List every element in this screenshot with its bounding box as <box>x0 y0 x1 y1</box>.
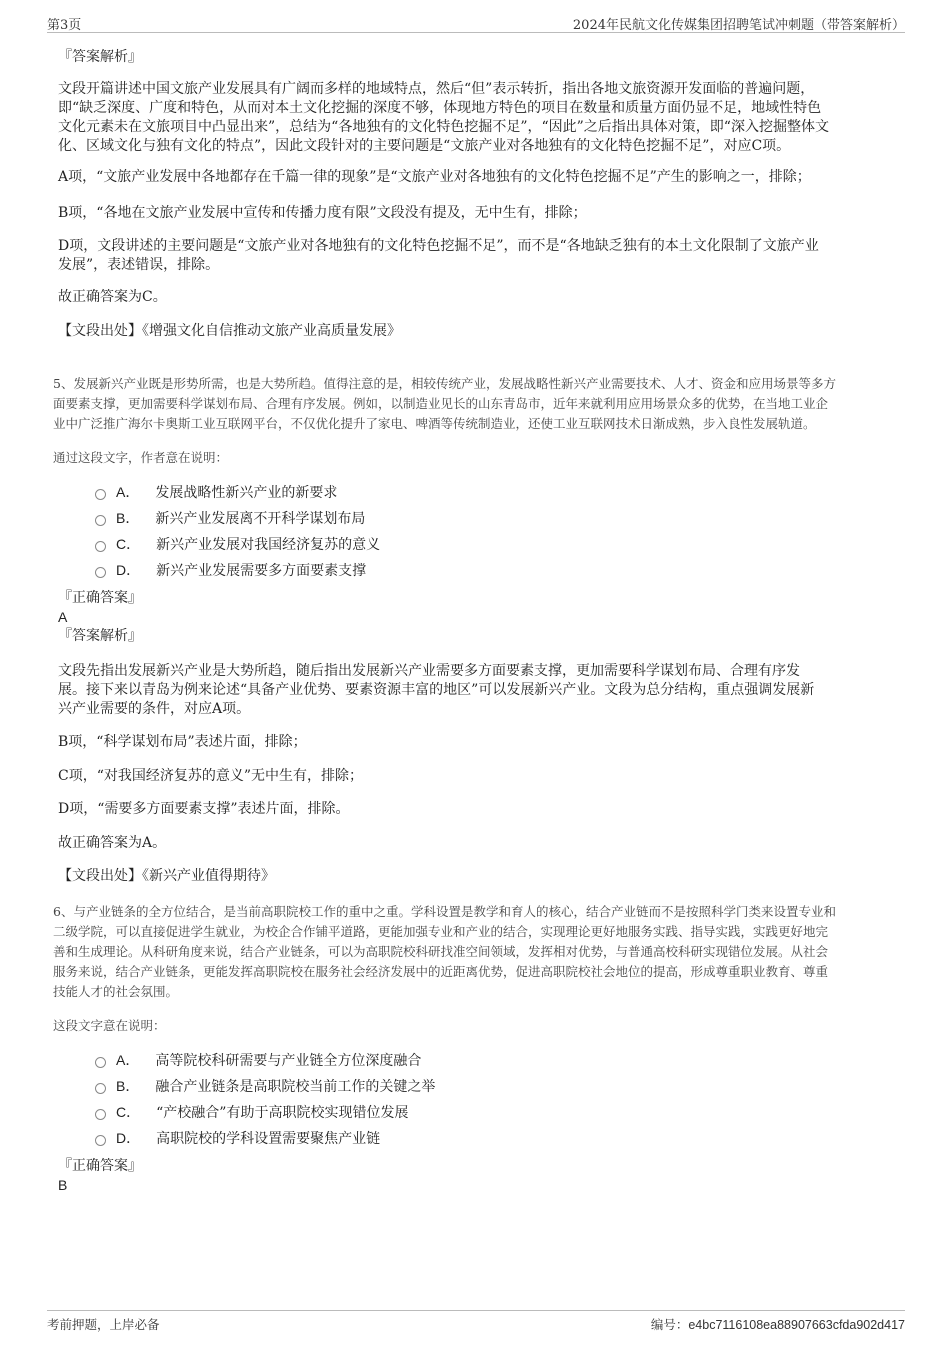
question-prompt: 这段文字意在说明： <box>53 1018 166 1033</box>
option-letter: B． <box>116 1078 140 1094</box>
conclusion-line: 故正确答案为C。 <box>58 289 167 305</box>
explanation-line: B项，“科学谋划布局”表述片面，排除； <box>58 734 307 750</box>
q4-option-a-explanation <box>58 168 893 187</box>
radio-icon[interactable] <box>95 567 106 578</box>
q5-source <box>58 867 893 886</box>
option-text: 高职院校的学科设置需要聚焦产业链 <box>156 1131 381 1147</box>
analysis-label: 『答案解析』 <box>58 628 142 644</box>
q5-answer-block <box>58 589 893 646</box>
explanation-line: A项，“文旅产业发展中各地都存在千篇一律的现象”是“文旅产业对各地独有的文化特色挖掘不足”产生的影响之一，排除； <box>58 169 811 185</box>
source-line: 【文段出处】《新兴产业值得期待》 <box>58 868 275 884</box>
stem-line: 6、与产业链条的全方位结合，是当前高职院校工作的重中之重。学科设置是教学和育人的核心，结合产业链而不是按照科学门类来设置专业和 <box>53 904 836 919</box>
stem-line: 二级学院，可以直接促进学生就业，为校企合作铺平道路，更能加强专业和产业的结合，实现理论更好地服务实践、指导实践，实践更好地完 <box>53 924 829 939</box>
stem-line: 5、发展新兴产业既是形势所需，也是大势所趋。值得注意的是，相较传统产业，发展战略性新兴产业需要技术、人才、资金和应用场景等多方 <box>53 376 836 391</box>
option-text: 高等院校科研需要与产业链全方位深度融合 <box>155 1053 422 1069</box>
radio-icon[interactable] <box>95 541 106 552</box>
answer-label: 『正确答案』 <box>58 590 142 606</box>
option-text: 发展战略性新兴产业的新要求 <box>155 485 338 501</box>
radio-icon[interactable] <box>95 489 106 500</box>
option-letter: D． <box>116 562 141 578</box>
q4-conclusion <box>58 288 893 307</box>
radio-icon[interactable] <box>95 515 106 526</box>
answer-value: B <box>58 1177 68 1193</box>
radio-icon[interactable] <box>95 1057 106 1068</box>
answer-value: A <box>58 609 68 625</box>
q5-option-d-explanation <box>58 800 893 819</box>
q5-option-b[interactable] <box>95 508 365 528</box>
q6-option-d[interactable] <box>95 1128 380 1148</box>
stem-line: 服务来说，结合产业链条，更能发挥高职院校在服务社会经济发展中的近距离优势，促进高职院校社会地位的提高，形成尊重职业教育、尊重 <box>53 964 829 979</box>
explanation-line: C项，“对我国经济复苏的意义”无中生有，排除； <box>58 768 364 784</box>
q4-option-d-explanation <box>58 237 893 275</box>
q5-option-d[interactable] <box>95 560 366 580</box>
q4-analysis <box>58 80 893 156</box>
page-header <box>47 12 905 33</box>
q5-option-a[interactable] <box>95 482 337 502</box>
page-number: 第3页 <box>47 18 82 33</box>
stem-line: 面要素支撑，更加需要科学谋划布局、合理有序发展。例如，以制造业见长的山东青岛市，近年来就利用应用场景众多的优势，在当地工业企 <box>53 396 829 411</box>
document-code: 编号：e4bc7116108ea88907663cfda902d417 <box>650 1318 905 1332</box>
explanation-line: 发展”，表述错误，排除。 <box>58 257 220 273</box>
q6-option-c[interactable] <box>95 1102 408 1122</box>
q6-stem <box>53 902 898 1002</box>
q5-option-c-explanation <box>58 767 893 786</box>
explanation-line: B项，“各地在文旅产业发展中宣传和传播力度有限”文段没有提及，无中生有，排除； <box>58 205 587 221</box>
analysis-line: 文段开篇讲述中国文旅产业发展具有广阔而多样的地域特点，然后“但”表示转折，指出各地文旅资源开发面临的普遍问题， <box>58 81 815 97</box>
page-footer <box>47 1310 905 1332</box>
option-letter: C． <box>116 536 141 552</box>
option-text: 融合产业链条是高职院校当前工作的关键之举 <box>155 1079 436 1095</box>
q6-option-b[interactable] <box>95 1076 435 1096</box>
stem-line: 善和生成理论。从科研角度来说，结合产业链条，可以为高职院校科研找准空间领域，发挥相对优势，与普通高校科研实现错位发展。从社会 <box>53 944 829 959</box>
option-letter: D． <box>116 1130 141 1146</box>
q4-analysis-label-block <box>58 48 893 67</box>
q6-answer-block <box>58 1157 893 1195</box>
explanation-line: D项，“需要多方面要素支撑”表述片面，排除。 <box>58 801 350 817</box>
option-letter: A． <box>116 1052 140 1068</box>
conclusion-line: 故正确答案为A。 <box>58 835 167 851</box>
option-text: 新兴产业发展对我国经济复苏的意义 <box>156 537 381 553</box>
analysis-line: 即“缺乏深度、广度和特色，从而对本土文化挖掘的深度不够，体现地方特色的项目在数量和质量方面仍显不足，地域性特色 <box>58 100 822 116</box>
q5-analysis <box>58 662 893 719</box>
question-prompt: 通过这段文字，作者意在说明： <box>53 450 229 465</box>
footer-slogan: 考前押题，上岸必备 <box>47 1317 160 1332</box>
analysis-line: 展。接下来以青岛为例来论述“具备产业优势、要素资源丰富的地区”可以发展新兴产业。文段为总分结构，重点强调发展新 <box>58 682 815 698</box>
answer-label: 『正确答案』 <box>58 1158 142 1174</box>
explanation-line: D项，文段讲述的主要问题是“文旅产业对各地独有的文化特色挖掘不足”，而不是“各地缺乏独有的本土文化限制了文旅产业 <box>58 238 819 254</box>
option-text: 新兴产业发展需要多方面要素支撑 <box>156 563 367 579</box>
radio-icon[interactable] <box>95 1135 106 1146</box>
option-text: “产校融合”有助于高职院校实现错位发展 <box>156 1105 409 1121</box>
analysis-line: 文化元素未在文旅项目中凸显出来”，总结为“各地独有的文化特色挖掘不足”，“因此”之后指出具体对策，即“深入挖掘整体文 <box>58 119 829 135</box>
stem-line: 技能人才的社会氛围。 <box>53 984 179 999</box>
analysis-line: 化、区域文化与独有文化的特点”，因此文段针对的主要问题是“文旅产业对各地独有的文化特色挖掘不足”，对应C项。 <box>58 138 791 154</box>
stem-line: 业中广泛推广海尔卡奥斯工业互联网平台，不仅优化提升了家电、啤酒等传统制造业，还使工业互联网技术日渐成熟，步入良性发展轨道。 <box>53 416 816 431</box>
document-title: 2024年民航文化传媒集团招聘笔试冲刺题（带答案解析） <box>572 18 905 33</box>
q5-option-c[interactable] <box>95 534 380 554</box>
q5-question <box>53 448 888 468</box>
radio-icon[interactable] <box>95 1083 106 1094</box>
q5-stem <box>53 374 898 434</box>
option-text: 新兴产业发展离不开科学谋划布局 <box>155 511 366 527</box>
q5-conclusion <box>58 834 893 853</box>
option-letter: C． <box>116 1104 141 1120</box>
q6-option-a[interactable] <box>95 1050 421 1070</box>
source-line: 【文段出处】《增强文化自信推动文旅产业高质量发展》 <box>58 323 401 339</box>
analysis-line: 兴产业需要的条件，对应A项。 <box>58 701 251 717</box>
analysis-label: 『答案解析』 <box>58 49 142 65</box>
option-letter: B． <box>116 510 140 526</box>
q4-option-b-explanation <box>58 204 893 223</box>
q5-option-b-explanation <box>58 733 893 752</box>
analysis-line: 文段先指出发展新兴产业是大势所趋，随后指出发展新兴产业需要多方面要素支撑，更加需要科学谋划布局、合理有序发 <box>58 663 800 679</box>
radio-icon[interactable] <box>95 1109 106 1120</box>
q6-question <box>53 1016 888 1036</box>
q4-source <box>58 322 893 341</box>
option-letter: A． <box>116 484 140 500</box>
